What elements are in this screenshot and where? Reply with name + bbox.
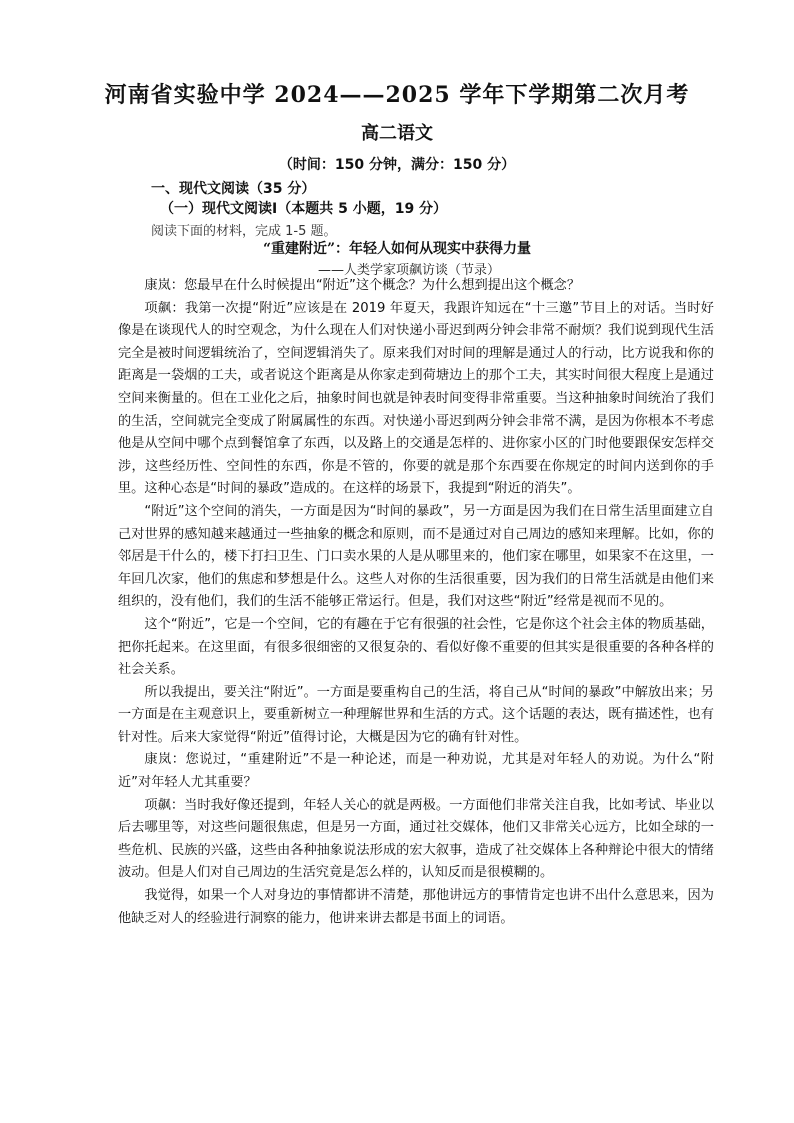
article-body: [118, 275, 714, 930]
subject-title: 高二语文: [361, 123, 433, 144]
paragraph: “附近”这个空间的消失，一方面是因为“时间的暴政”，另一方面是因为我们在日常生活里面建立自己对世界的感知越来越通过一些抽象的概念和原则，而不是通过对自己周边的感知来理解。比如，你的邻居是干什么的，楼下打扫卫生、门口卖水果的人是从哪里来的，他们家在哪里，如果家不在这里，一年回几次家，他们的焦虑和梦想是什么。这些人对你的生活很重要，因为我们的日常生活就是由他们来组织的，没有他们，我们的生活不能够正常运行。但是，我们对这些“附近”经常是视而不见的。: [118, 503, 714, 610]
paragraph: 我觉得，如果一个人对身边的事情都讲不清楚，那他讲远方的事情肯定也讲不出什么意思来，因为他缺乏对人的经验进行洞察的能力，他讲来讲去都是书面上的词语。: [118, 888, 714, 926]
reading-instruction: 阅读下面的材料，完成 1-5 题。: [151, 224, 337, 239]
time-info: （时间：150 分钟，满分：150 分）: [278, 157, 516, 173]
paragraph: 项飙：当时我好像还提到，年轻人关心的就是两极。一方面他们非常关注自我，比如考试、毕业以后去哪里等，对这些问题很焦虑，但是另一方面，通过社交媒体，他们又非常关心远方，比如全球的一些危机、民族的兴盛，这些由各种抽象说法形成的宏大叙事，造成了社交媒体上各种辩论中很大的情绪波动。但是人们对自己周边的生活究竟是怎么样的，认知反而是很模糊的。: [118, 797, 714, 881]
paragraph: 所以我提出，要关注“附近”。一方面是要重构自己的生活，将自己从“时间的暴政”中解放出来；另一方面是在主观意识上，要重新树立一种理解世界和生活的方式。这个话题的表达，既有描述性，也有针对性。后来大家觉得“附近”值得讨论，大概是因为它的确有针对性。: [118, 684, 714, 745]
exam-title: 河南省实验中学 2024——2025 学年下学期第二次月考: [104, 82, 690, 108]
paragraph: 这个“附近”，它是一个空间，它的有趣在于它有很强的社会性，它是你这个社会主体的物质基础，把你托起来。在这里面，有很多很细密的又很复杂的、看似好像不重要的但其实是很重要的各种各样的社会关系。: [118, 616, 714, 678]
sub-section-heading: （一）现代文阅读Ⅰ（本题共 5 小题，19 分）: [160, 201, 448, 217]
section-heading: 一、现代文阅读（35 分）: [151, 181, 316, 197]
article-subtitle: ——人类学家项飙访谈（节录）: [318, 263, 501, 278]
paragraph: 项飙：我第一次提“附近”应该是在 2019 年夏天，我跟许知远在“十三邀”节目上的对话。当时好像是在谈现代人的时空观念，为什么现在人们对快递小哥迟到两分钟会非常不耐烦？我们说到现代生活完全是被时间逻辑统治了，空间逻辑消失了。原来我们对时间的理解是通过人的行动，比方说我和你的距离是一袋烟的工夫，或者说这个距离是从你家走到荷塘边上的那个工夫，其实时间很大程度上是通过空间来衡量的。但在工业化之后，抽象时间也就是钟表时间变得非常重要。当这种抽象时间统治了我们的生活，空间就完全变成了附属属性的东西。对快递小哥迟到两分钟会非常不满，是因为你根本不考虑他是从空间中哪个点到餐馆拿了东西，以及路上的交通是怎样的、进你家小区的门时他要跟保安怎样交涉，这些经历性、空间性的东西，你是不管的，你要的就是那个东西要在你规定的时间内送到你的手里。这种心态是“时间的暴政”造成的。在这样的场景下，我提到“附近的消失”。: [118, 300, 714, 497]
paragraph: 康岚：您最早在什么时候提出“附近”这个概念？为什么想到提出这个概念？: [144, 278, 581, 293]
paragraph: 康岚：您说过，“重建附近”不是一种论述，而是一种劝说，尤其是对年轻人的劝说。为什么“附近”对年轻人尤其重要？: [118, 752, 714, 791]
article-title: “重建附近”：年轻人如何从现实中获得力量: [262, 241, 532, 257]
